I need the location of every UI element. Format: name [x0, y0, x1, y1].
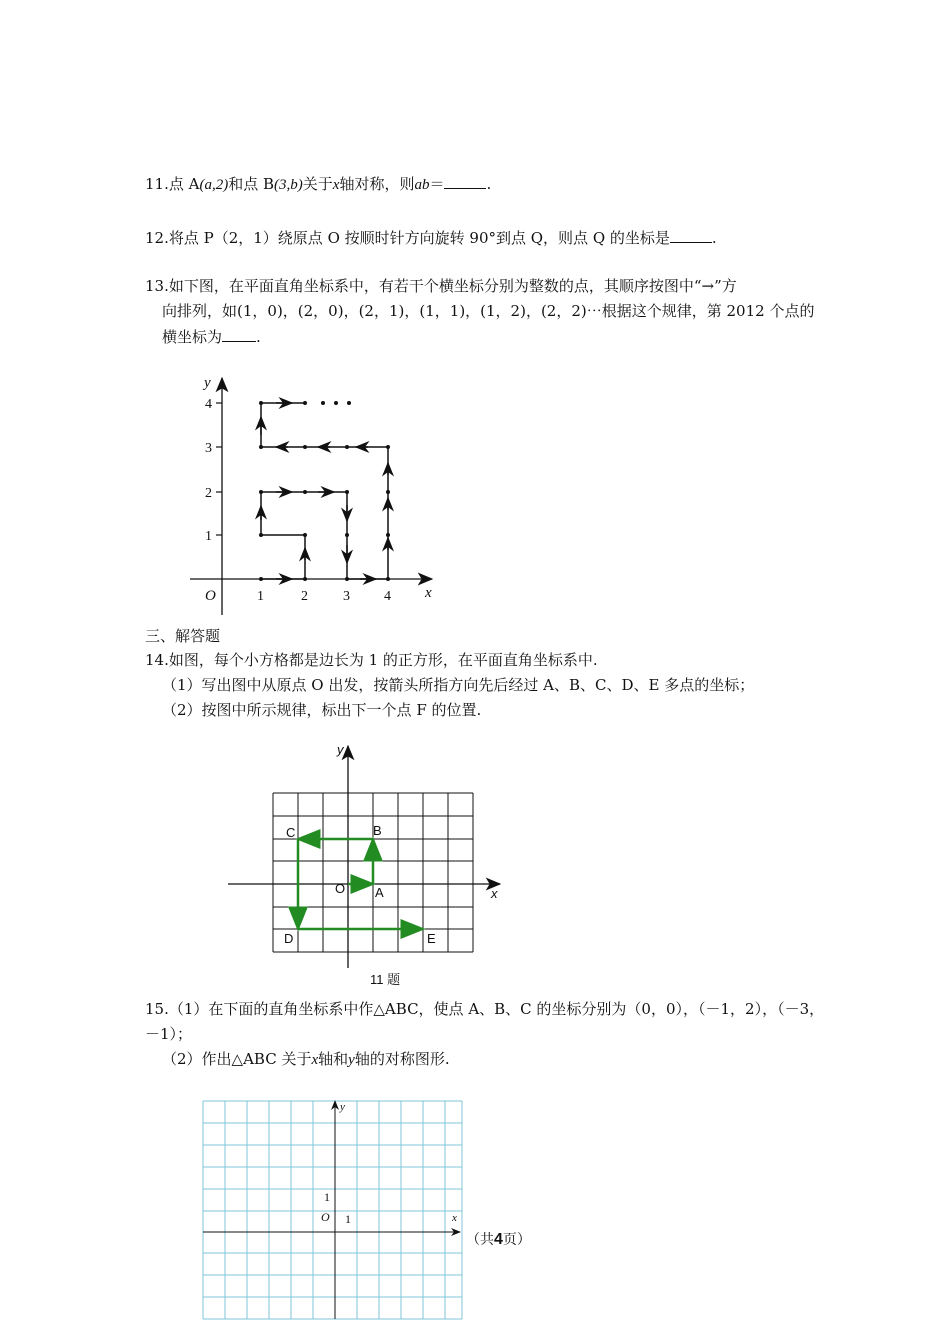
fig13-x-tick-2: 2	[301, 589, 308, 604]
fig13-direction-arrows	[261, 403, 388, 579]
q15-line3b: 轴和	[318, 1050, 349, 1068]
q12-end: .	[711, 229, 717, 247]
q15-line3c: 轴的对称图形.	[354, 1050, 450, 1068]
q13-line2: 向排列，如(1，0)，(2，0)，(2，1)，(1，1)，(1，2)，(2，2)⋯根据这个规律，第 2012 个点的	[162, 302, 815, 320]
q13-line3-text: 横坐标为	[162, 328, 223, 346]
q11-axis: x	[332, 177, 340, 193]
fig13-x-tick-3: 3	[343, 589, 350, 604]
page-footer	[466, 1230, 531, 1250]
q14-line1: 14.如图，每个小方格都是边长为 1 的正方形，在平面直角坐标系中.	[145, 651, 598, 669]
fig14-x-label: x	[491, 886, 498, 901]
q15-line3a: （2）作出△ABC 关于	[162, 1050, 312, 1068]
q15-line3	[162, 1049, 450, 1070]
q14-line2: （1）写出图中从原点 O 出发，按箭头所指方向先后经过 A、B、C、D、E 多点的坐标；	[162, 676, 755, 694]
q13-line3	[162, 327, 261, 347]
fig14-point-d: D	[284, 931, 294, 946]
q11-end: .	[486, 175, 492, 193]
fig14-caption: 11 题	[370, 972, 401, 987]
q13-line1: 13.如下图，在平面直角坐标系中，有若干个横坐标分别为整数的点，其顺序按图中“→”方	[145, 277, 737, 295]
footer-pre: （共	[466, 1232, 494, 1248]
fig13-y-tick-2: 2	[205, 486, 212, 501]
q14-line3: （2）按图中所示规律，标出下一个点 F 的位置.	[162, 701, 482, 719]
fig15-origin: O	[321, 1210, 330, 1224]
question-12	[145, 228, 717, 248]
fig13-y-tick-4: 4	[205, 397, 212, 412]
footer-post: 页）	[502, 1232, 531, 1248]
fig15-tick-x: 1	[345, 1212, 351, 1226]
figure-13-path-diagram	[180, 370, 450, 620]
q11-eq: ＝	[429, 175, 445, 193]
q11-rest2: 轴对称，则	[339, 175, 415, 193]
fig15-grid-lines	[203, 1101, 462, 1319]
fig13-x-tick-4: 4	[384, 589, 391, 604]
fig15-tick-y: 1	[324, 1190, 330, 1204]
question-11	[145, 174, 491, 195]
fig14-y-label: y	[337, 742, 344, 757]
figure-15-blank-grid[interactable]	[198, 1095, 470, 1325]
fig13-y-tick-1: 1	[205, 529, 212, 544]
fig13-path	[261, 403, 388, 579]
q13-end: .	[256, 328, 261, 346]
fig13-y-tick-3: 3	[205, 441, 212, 456]
fig15-x-label: x	[452, 1212, 457, 1224]
fig13-points	[259, 401, 390, 581]
q15-axis-x: x	[311, 1052, 319, 1068]
q12-answer-blank[interactable]	[670, 228, 712, 243]
fig14-point-o: O	[335, 881, 346, 896]
q11-mid: 和点 B	[228, 175, 275, 193]
fig13-origin: O	[205, 588, 216, 604]
q11-point-b: (3,b)	[274, 177, 303, 193]
q15-axis-y: y	[348, 1052, 355, 1068]
q11-answer-blank[interactable]	[444, 174, 486, 189]
figure-14-grid	[225, 740, 515, 995]
q11-ab: ab	[414, 177, 430, 193]
fig14-point-e: E	[427, 931, 436, 946]
q15-line1: 15.（1）在下面的直角坐标系中作△ABC，使点 A、B、C 的坐标分别为（0，0），（－1，2），（－3，	[145, 1000, 825, 1018]
fig14-point-c: C	[286, 825, 296, 840]
fig13-y-label: y	[204, 375, 211, 391]
fig13-x-tick-1: 1	[257, 589, 264, 604]
footer-page-count: 4	[494, 1231, 503, 1248]
fig14-point-b: B	[373, 823, 382, 838]
q13-answer-blank[interactable]	[222, 327, 256, 342]
q11-point-a: (a,2)	[199, 177, 229, 193]
fig14-point-a: A	[375, 885, 384, 900]
q12-text: 12.将点 P（2，1）绕原点 O 按顺时针方向旋转 90°到点 Q，则点 Q 的坐标是	[145, 229, 670, 247]
fig15-y-label: y	[340, 1101, 345, 1113]
section-heading: 三、解答题	[145, 627, 221, 645]
q11-rest: 关于	[302, 175, 333, 193]
q15-line2: －1）；	[145, 1025, 193, 1043]
fig13-x-label: x	[425, 585, 432, 601]
q11-label: 11.点 A	[145, 175, 200, 193]
